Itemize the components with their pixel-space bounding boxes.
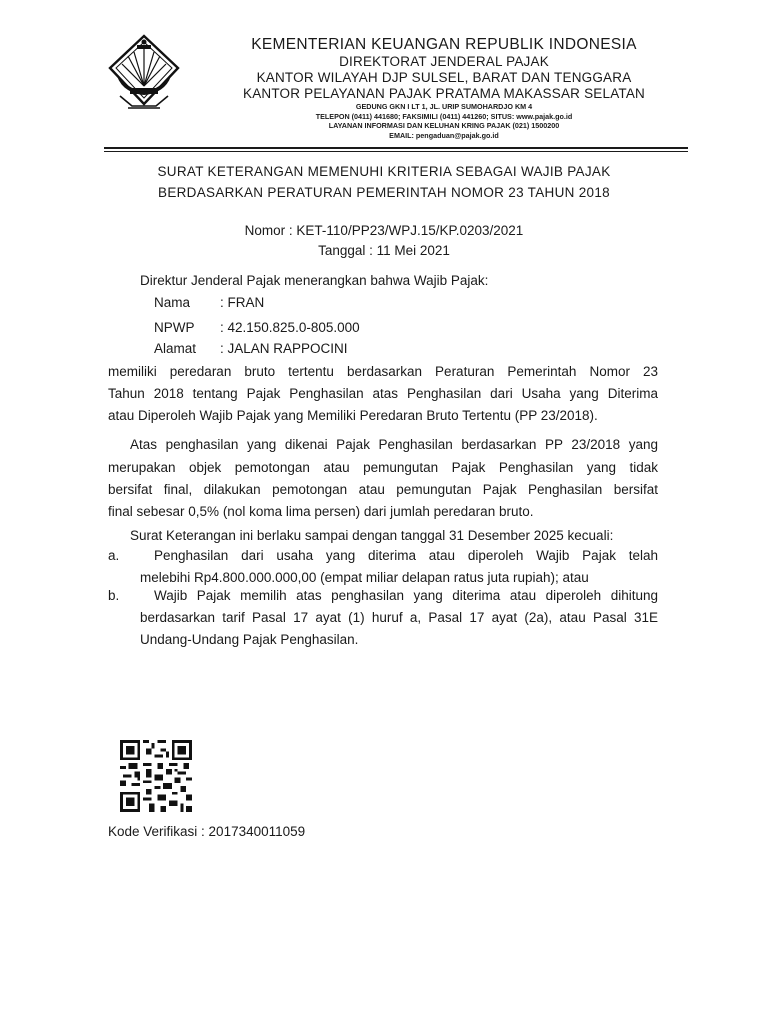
qr-code-icon: [120, 740, 192, 812]
intro-text: Direktur Jenderal Pajak menerangkan bahwa Wajib Pajak:: [140, 273, 489, 288]
paragraph1-line: Tahun 2018 tentang Pajak Penghasilan atas Penghasilan dari Usaha yang Diterima: [108, 386, 658, 401]
office-info-line: LAYANAN INFORMASI DAN KELUHAN KRING PAJAK (021) 1500200: [328, 121, 560, 130]
paragraph2-line: bersifat final, dilakukan pemotongan atau pemungutan Pajak Penghasilan bersifat: [108, 482, 658, 497]
verification-code: Kode Verifikasi : 2017340011059: [108, 824, 306, 839]
office-phone: TELEPON (0411) 441680; FAKSIMILI (0411) 441260; SITUS: www.pajak.go.id: [315, 111, 573, 121]
document-title-line1: SURAT KETERANGAN MEMENUHI KRITERIA SEBAGAI WAJIB PAJAK: [157, 164, 611, 179]
reference-number: Nomor : KET-110/PP23/WPJ.15/KP.0203/2021: [244, 223, 524, 238]
paragraph2-line: merupakan objek pemotongan atau pemungutan Pajak Penghasilan yang tidak: [108, 460, 658, 475]
exception-a-marker: a.: [108, 548, 120, 563]
letterhead-divider-thin: [104, 151, 688, 152]
office-email: EMAIL: pengaduan@pajak.go.id: [389, 130, 499, 140]
ministry-name: KEMENTERIAN KEUANGAN REPUBLIK INDONESIA: [251, 36, 637, 53]
letterhead-divider: [104, 147, 688, 149]
exception-b-line: Undang-Undang Pajak Penghasilan.: [140, 632, 359, 647]
taxpayer-npwp-label: NPWP: [154, 320, 195, 335]
regional-office-name: KANTOR WILAYAH DJP SULSEL, BARAT DAN TENGGARA: [256, 70, 632, 85]
taxpayer-name-label: Nama: [154, 295, 191, 310]
exception-a-line: Penghasilan dari usaha yang diterima atau diperoleh Wajib Pajak telah: [154, 548, 658, 563]
exception-b-line: Wajib Pajak memilih atas penghasilan yang diterima atau diperoleh dihitung: [154, 588, 658, 603]
paragraph2-line: final sebesar 0,5% (nol koma lima persen) dari jumlah peredaran bruto.: [108, 504, 534, 519]
exception-b-marker: b.: [108, 588, 120, 603]
exception-b-line: berdasarkan tarif Pasal 17 ayat (1) huruf a, Pasal 17 ayat (2a), atau Pasal 31E: [140, 610, 658, 625]
taxpayer-npwp-value: : 42.150.825.0-805.000: [220, 320, 360, 335]
taxpayer-name-value: : FRAN: [220, 295, 265, 310]
ministry-emblem-icon: [104, 32, 184, 116]
document-title-line2: BERDASARKAN PERATURAN PEMERINTAH NOMOR 23 TAHUN 2018: [158, 185, 610, 200]
paragraph1-line: memiliki peredaran bruto tertentu berdasarkan Peraturan Pemerintah Nomor 23: [108, 364, 658, 379]
taxpayer-address-value: : JALAN RAPPOCINI: [220, 341, 348, 356]
validity-statement: Surat Keterangan ini berlaku sampai dengan tanggal 31 Desember 2025 kecuali:: [130, 528, 614, 543]
letterhead: [200, 36, 688, 140]
taxpayer-address-label: Alamat: [154, 341, 197, 356]
reference-date: Tanggal : 11 Mei 2021: [318, 243, 450, 258]
office-address: GEDUNG GKN I LT 1, JL. URIP SUMOHARDJO KM 4: [355, 102, 533, 111]
paragraph2-line: Atas penghasilan yang dikenai Pajak Penghasilan berdasarkan PP 23/2018 yang: [130, 437, 658, 452]
directorate-name: DIREKTORAT JENDERAL PAJAK: [339, 54, 549, 69]
exception-a-line: melebihi Rp4.800.000.000,00 (empat miliar delapan ratus juta rupiah); atau: [140, 570, 589, 585]
paragraph1-line: atau Diperoleh Wajib Pajak yang Memiliki Peredaran Bruto Tertentu (PP 23/2018).: [108, 408, 598, 423]
tax-office-name: KANTOR PELAYANAN PAJAK PRATAMA MAKASSAR SELATAN: [242, 86, 645, 101]
